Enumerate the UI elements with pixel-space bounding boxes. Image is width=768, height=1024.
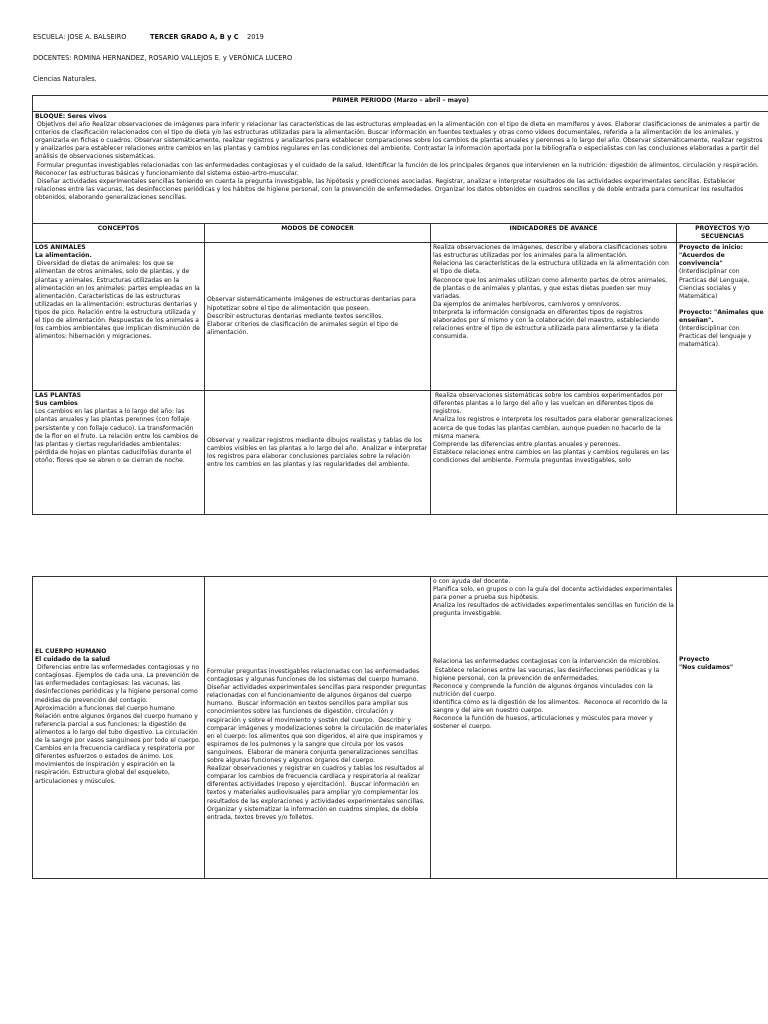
grade: TERCER GRADO A, B y C — [150, 33, 239, 41]
cuerpo-concepts — [33, 577, 205, 879]
plantas-concept-text: Los cambios en las plantas a lo largo del año: las plantas anuales y las plantas perennes (con follaje persistente y con follaje caduco). La transformación de la flor en el fruto. La relación entre los cambios de las plantas y ciertas regularidades ambientales: pérdida de hojas en plantas caducifolias durante el otoño; flores que se abren o se cierran de noche. — [35, 408, 201, 464]
bloque-title: BLOQUE: Seres vivos — [35, 113, 107, 120]
col-header-modos: MODOS DE CONOCER — [205, 224, 431, 243]
cuerpo-modos-text: Formular preguntas investigables relacionadas con las enfermedades contagiosas y algunas funciones de los sistemas del cuerpo humano. Diseñar actividades experimentales sencillas para responder preguntas relacionadas con el funcionamiento de algunos órganos del cuerpo humano. Buscar información en textos sencillos para ampliar sus conocimientos sobre las funciones de digestión, circulación y respiración y sobre el movimiento y sostén del cuerpo. Describir y comparar imágenes y modelizaciones sobre la circulación de materiales en el cuerpo: los alimentos que son digeridos, el aire que inspiramos y espiramos de los pulmones y la sangre que circula por los vasos sanguíneos. Elaborar de manera conjunta generalizaciones sencillas sobre algunas funciones y algunos órganos del cuerpo. Realizar observaciones y registrar en cuadros y tablas los resultados al comparar los cambios de frecuencia cardíaca y respiratoria al realizar diferentes actividades (reposo y ejercitación). Buscar información en textos y materiales audiovisuales para ampliar y/o complementar los resultados de las exploraciones y actividades experimentales sencillas. Organizar y sistematizar la información en cuadros simples, de doble entrada, textos breves y/o folletos. — [207, 668, 428, 821]
cuerpo-proyecto-name: "Nos cuidamos" — [679, 664, 734, 672]
proyecto-animales-title: Proyecto: "Animales que enseñan". — [679, 308, 764, 324]
plantas-subtitle: Sus cambios — [35, 400, 78, 408]
planning-table-2 — [32, 576, 768, 879]
col-header-proyectos: PROYECTOS Y/O SECUENCIAS — [677, 224, 768, 243]
animales-modos-text: Observar sistemáticamente imágenes de estructuras dentarias para hipotetizar sobre el tipo de alimentación que poseen. Describir estructuras dentarias mediante textos sencillos. Elaborar criterios de clasificación de animales según el tipo de alimentación. — [207, 296, 416, 336]
cuerpo-modos — [205, 577, 431, 879]
bloque-cell — [33, 112, 768, 224]
plantas-indicadores — [431, 391, 677, 515]
year: 2019 — [247, 33, 264, 41]
animales-concepts — [33, 243, 205, 391]
proyecto-animales-detail: (Interdisciplinar con Practicas del lenguaje y matemática). — [679, 325, 752, 349]
animales-title: LOS ANIMALES — [35, 244, 86, 252]
animales-indicadores-text: Realiza observaciones de imágenes, describe y elabora clasificaciones sobre las estructuras utilizadas por los animales para la alimentación. Relaciona las características de la estructura utilizada en la alimentación con el tipo de dieta. Reconoce que los animales utilizan como alimento partes de otros animales, de plantas o de animales y plantas, y que estas dietas pueden ser muy variadas. Da ejemplos de animales herbívoros, carnívoros y omnívoros. Interpreta la información consignada en diferentes tipos de registros elaborados por sí mismo y con la colaboración del maestro, estableciendo relaciones entre el tipo de estructura utilizada para alimentarse y la dieta consumida. — [433, 244, 669, 341]
cuerpo-proyecto — [677, 577, 768, 879]
teachers: DOCENTES: ROMINA HERNANDEZ, ROSARIO VALLEJOS E. y VERÓNICA LUCERO — [33, 54, 293, 62]
plantas-title: LAS PLANTAS — [35, 392, 82, 400]
proyectos-cell — [677, 243, 768, 515]
cuerpo-indicadores-text: Relaciona las enfermedades contagiosas con la intervención de microbios. Establece relaciones entre las vacunas, las desinfecciones periódicas y la higiene personal, con la prevención de enfermedades. Reconoce y comprende la función de algunos órganos vinculados con la nutrición del cuerpo. Identifica cómo es la digestión de los alimentos. Reconoce el recorrido de la sangre y del aire en nuestro cuerpo. Reconoce la función de huesos, articulaciones y músculos para mover y sostener el cuerpo. — [433, 658, 668, 731]
subject: Ciencias Naturales. — [33, 75, 97, 83]
plantas-indicadores-text: Realiza observaciones sistemáticas sobre los cambios experimentados por diferentes plantas a lo largo del año y las vuelcan en diferentes tipos de registros. Analiza los registros e interpreta los resultados para elaborar generalizaciones acerca de que todas las plantas cambian, aunque pueden no hacerlo de la misma manera. Comprende las diferencias entre plantas anuales y perennes. Establece relaciones entre cambios en las plantas y cambios regulares en las condiciones del ambiente. Formula preguntas investigables, solo — [433, 392, 673, 464]
plantas-concepts — [33, 391, 205, 515]
proyecto-inicio-title: Proyecto de inicio: "Acuerdos de convivencia" — [679, 244, 744, 268]
plantas-modos — [205, 391, 431, 515]
cuerpo-subtitle: El cuidado de la salud — [35, 656, 111, 664]
animales-modos — [205, 243, 431, 391]
cuerpo-proyecto-label: Proyecto — [679, 656, 710, 663]
animales-concept-text: Diversidad de dietas de animales: los que se alimentan de otros animales, solo de plantas, y de plantas y animales. Estructuras utilizadas en la alimentación en los animales: partes empleadas en la alimentación. Características de las estructuras utilizadas en la alimentación: estructuras dentarias y tipos de pico. Relación entre la estructura utilizada y el tipo de alimentación. Respuestas de los animales a los cambios ambientales que implican disminución de alimentos: hibernación y migraciones. — [35, 260, 202, 341]
cuerpo-concept-text: Diferencias entre las enfermedades contagiosas y no contagiosas. Ejemplos de cada una. La prevención de las enfermedades contagiosas: las vacunas, las desinfecciones periódicas y la higiene personal como medidas de prevención del contagio. Aproximación a funciones del cuerpo humano Relación entre algunos órganos del cuerpo humano y referencia parcial a sus funciones: la digestión de alimentos a lo largo del tubo digestivo. La circulación de la sangre por vasos sanguíneos por todo el cuerpo. Cambios en la frecuencia cardíaca y respiratoria por diferentes esfuerzos o estados de ánimo. Los movimientos de inspiración y espiración en la respiración. Estructura global del esqueleto, articulaciones y músculos. — [35, 664, 201, 785]
period-heading: PRIMER PERIODO (Marzo – abril – mayo) — [33, 96, 768, 112]
animales-indicadores — [431, 243, 677, 391]
continuation-text: o con ayuda del docente. Planifica solo, en grupos o con la guía del docente actividades experimentales para poner a prueba sus hipótesis. Analiza los resultados de actividades experimentales sencillas en función de la pregunta investigable. — [433, 578, 674, 618]
bloque-objectives: Objetivos del año Realizar observaciones de imágenes para inferir y relacionar las características de las estructuras empleadas en la alimentación con el tipo de dieta en mamíferos y aves. Elaborar clasificaciones de animales a partir de criterios de clasificación relacionados con el tipo de dieta y/o las estructuras utilizadas para la alimentación. Buscar información en fuentes textuales y otras como videos documentales, referida a la alimentación de los animales, y organizarla en fichas o cuadros. Observar sistemáticamente, realizar registros y analizarlos para establecer comparaciones sobre los cambios de plantas anuales y perennes a lo largo del año. Observar sistemáticamente, realizar registros y analizarlos para establecer relaciones entre cambios en las plantas y cambios regulares en las condiciones del ambiente. Contrastar la información aportada por la bibliografía o especialistas con las conclusiones elaboradas a partir del análisis de observaciones sistemáticas. Formular preguntas investigables relacionadas con las enfermedades contagiosas y el cuidado de la salud. Identificar la función de los principales órganos que intervienen en la nutrición: digestión de alimentos, circulación y respiración. Reconocer las estructuras básicas y funcionamiento del sistema osteo-artro-muscular. Diseñar actividades experimentales sencillas teniendo en cuenta la pregunta investigable, las hipótesis y predicciones asociadas. Registrar, analizar e interpretar resultados de las actividades experimentales sencillas. Establecer relaciones entre las vacunas, las desinfecciones periódicas y los hábitos de higiene personal, con la prevención de enfermedades. Organizar los datos obtenidos en cuadros sencillos y de doble entrada para comunicar los resultados obtenidos, elaborando generalizaciones sencillas. — [35, 121, 763, 201]
cuerpo-indicadores — [431, 577, 677, 879]
school-name: ESCUELA: JOSE A. BALSEIRO — [33, 33, 127, 41]
col-header-indicadores: INDICADORES DE AVANCE — [431, 224, 677, 243]
cuerpo-title: EL CUERPO HUMANO — [35, 648, 107, 655]
animales-subtitle: La alimentación. — [35, 252, 92, 260]
proyecto-inicio-detail: (Interdisciplinar con Practicas del Lenguaje, Ciencias sociales y Matemática) — [679, 268, 750, 300]
col-header-conceptos: CONCEPTOS — [33, 224, 205, 243]
plantas-modos-text: Observar y realizar registros mediante dibujos realistas y tablas de los cambios visibles en las plantas a lo largo del año. Analizar e interpretar los registros para elaborar conclusiones parciales sobre la relación entre los cambios en las plantas y las regularidades del ambiente. — [207, 436, 430, 468]
planning-table-1 — [32, 95, 768, 515]
